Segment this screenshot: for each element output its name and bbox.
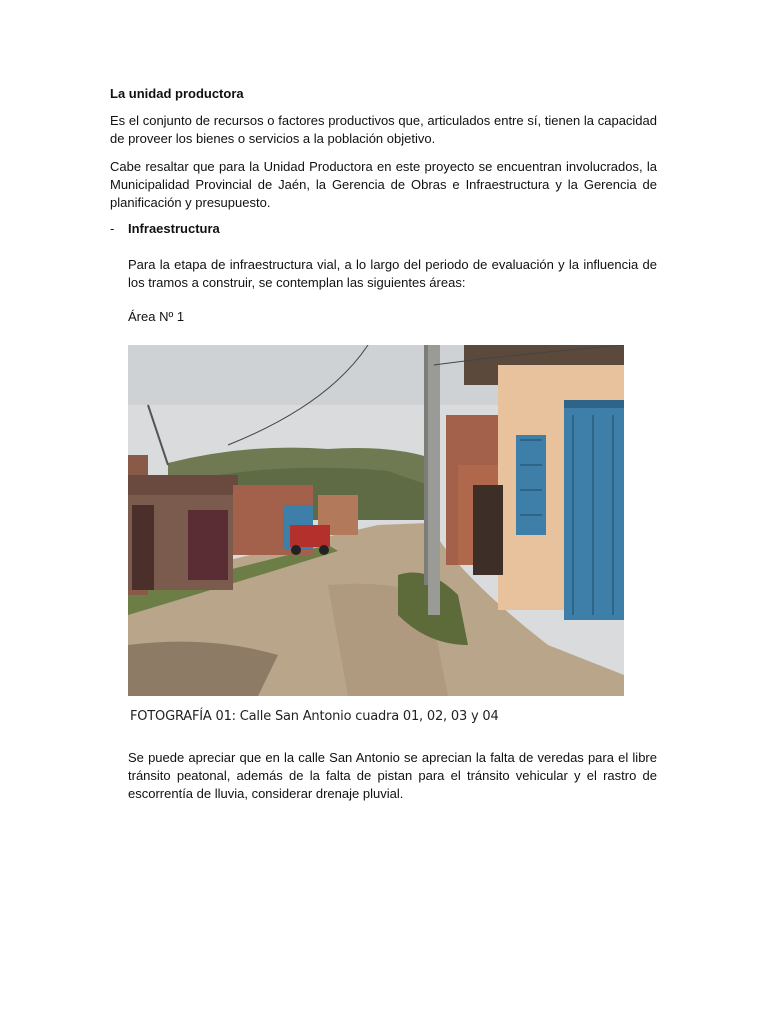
paragraph-observation: Se puede apreciar que en la calle San Antonio se aprecian la falta de veredas para el libre tránsito peatonal, además de la falta de pistan para el tránsito vehicular y el rastro de escorrentía de lluvia, considerar drenaje pluvial. bbox=[128, 750, 657, 801]
paragraph-involved-entities: Cabe resaltar que para la Unidad Productora en este proyecto se encuentran involucrados, la Municipalidad Provincial de Jaén, la Gerencia de Obras e Infraestructura y la Gerencia de planificación y presupuesto. bbox=[110, 159, 657, 210]
area-label: Área Nº 1 bbox=[128, 309, 185, 324]
paragraph-infrastructure: Para la etapa de infraestructura vial, a lo largo del periodo de evaluación y la influencia de los tramos a construir, se contemplan las siguientes áreas: bbox=[128, 257, 657, 290]
figure-caption: FOTOGRAFÍA 01: Calle San Antonio cuadra 01, 02, 03 y 04 bbox=[130, 709, 499, 724]
bullet-marker: - bbox=[110, 221, 115, 236]
street-photo bbox=[128, 345, 624, 696]
section-heading: La unidad productora bbox=[110, 86, 244, 101]
bullet-title: Infraestructura bbox=[128, 221, 220, 236]
paragraph-definition: Es el conjunto de recursos o factores productivos que, articulados entre sí, tienen la capacidad de proveer los bienes o servicios a la población objetivo. bbox=[110, 113, 657, 146]
